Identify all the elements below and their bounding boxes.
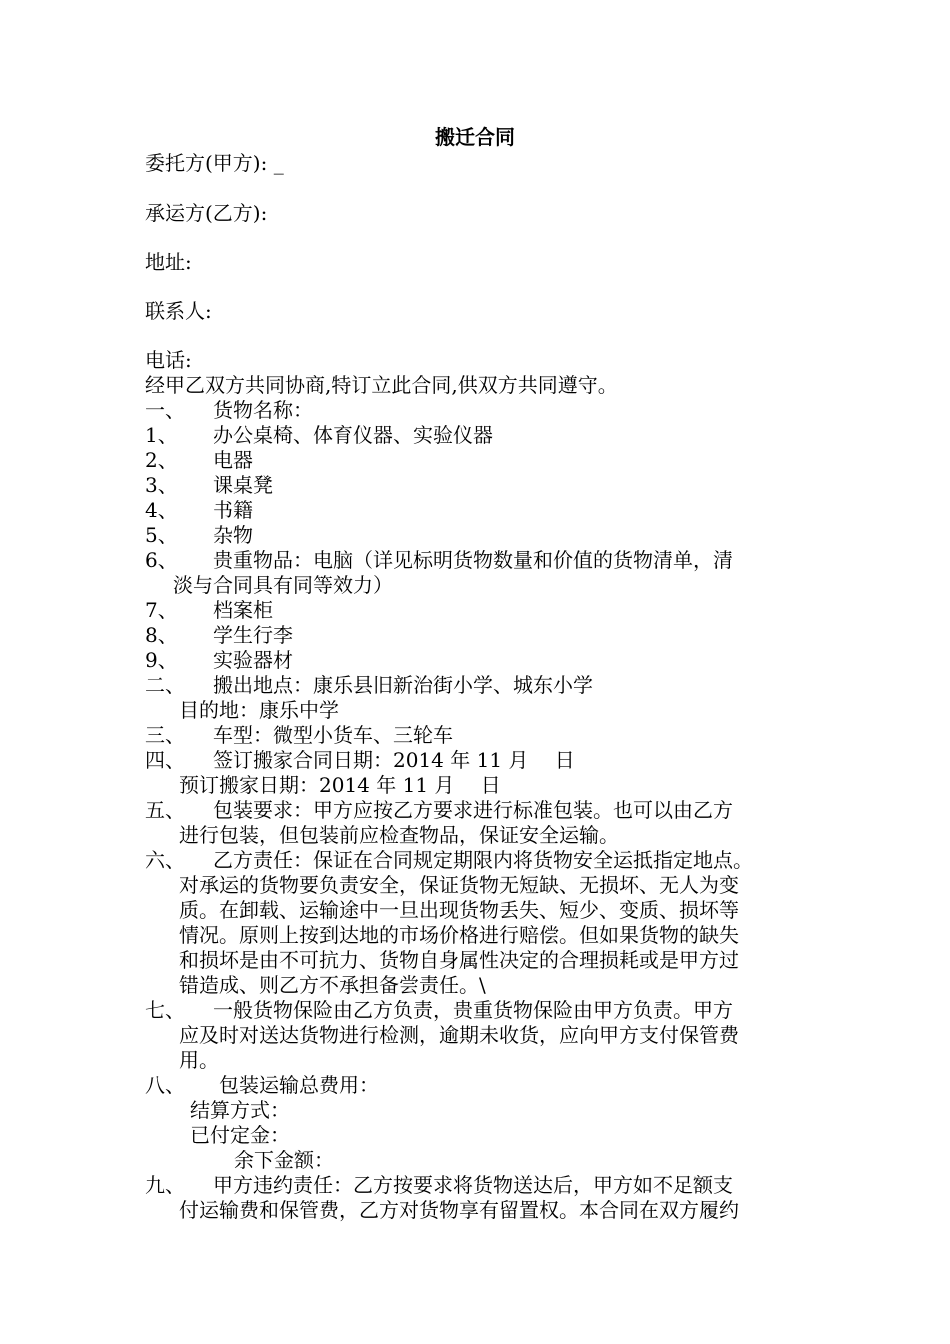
section-6-line: 错造成、则乙方不承担备尝责任。\ [179,973,486,997]
section-5-line: 进行包装，但包装前应检查物品，保证安全运输。 [179,823,619,847]
section-text: 车型：微型小货车、三轮车 [213,723,453,747]
phone-line: 电话: [145,348,192,372]
section-number: 二、 [145,673,185,697]
section-2-heading [145,673,593,697]
section-number: 九、 [145,1173,185,1197]
section-text: 一般货物保险由乙方负责，贵重货物保险由甲方负责。甲方 [213,998,733,1022]
scheduled-date-line: 预订搬家日期：2014 年 11 月 日 [179,773,501,797]
contact-line: 联系人: [145,299,212,323]
section-5-heading [145,798,733,822]
item-text: 学生行李 [213,623,293,647]
item-text: 贵重物品：电脑（详见标明货物数量和价值的货物清单，清 [213,548,733,572]
section-6-line: 对承运的货物要负责安全，保证货物无短缺、无损坏、无人为变 [179,873,739,897]
item-text: 书籍 [213,498,253,522]
carrier-party-line: 承运方(乙方): [145,201,268,225]
item-number: 1、 [145,423,178,447]
address-line: 地址: [145,250,192,274]
section-7-heading [145,998,733,1022]
goods-item [145,473,273,497]
item-text: 实验器材 [213,648,293,672]
goods-item [145,648,293,672]
section-3-heading [145,723,453,747]
client-party-line: 委托方(甲方): _ [145,151,284,175]
section-7-line: 应及时对送达货物进行检测，逾期未收货，应向甲方支付保管费 [179,1023,739,1047]
item-number: 6、 [145,548,178,572]
section-text: 搬出地点：康乐县旧新治街小学、城东小学 [213,673,593,697]
section-number: 六、 [145,848,185,872]
deposit-paid-line: 已付定金： [190,1123,290,1147]
section-number: 八、 [145,1073,185,1097]
section-number: 四、 [145,748,185,772]
section-number: 一、 [145,398,185,422]
item-text: 课桌凳 [213,473,273,497]
item-text: 档案柜 [213,598,273,622]
section-7-line: 用。 [179,1048,219,1072]
item-number: 9、 [145,648,178,672]
item-number: 5、 [145,523,178,547]
section-text: 甲方违约责任：乙方按要求将货物送达后，甲方如不足额支 [213,1173,733,1197]
goods-item [145,423,493,447]
item-number: 8、 [145,623,178,647]
section-9-heading [145,1173,733,1197]
section-8-heading [145,1073,379,1097]
section-text: 货物名称： [213,398,313,422]
item-text: 电器 [213,448,253,472]
section-text: 乙方责任：保证在合同规定期限内将货物安全运抵指定地点。 [213,848,753,872]
section-6-line: 和损坏是由不可抗力、货物自身属性决定的合理损耗或是甲方过 [179,948,739,972]
goods-item [145,548,733,572]
section-4-heading [145,748,575,772]
intro-paragraph: 经甲乙双方共同协商,特订立此合同,供双方共同遵守。 [145,373,618,397]
item-number: 3、 [145,473,178,497]
settlement-method-line: 结算方式： [190,1098,290,1122]
section-6-line: 质。在卸载、运输途中一旦出现货物丢失、短少、变质、损坏等 [179,898,739,922]
balance-amount-line: 余下金额： [234,1148,334,1172]
section-9-line: 付运输费和保管费，乙方对货物享有留置权。本合同在双方履约 [179,1198,739,1222]
item-number: 7、 [145,598,178,622]
section-text: 包装要求：甲方应按乙方要求进行标准包装。也可以由乙方 [213,798,733,822]
goods-item [145,523,253,547]
section-number: 五、 [145,798,185,822]
section-6-line: 情况。原则上按到达地的市场价格进行赔偿。但如果货物的缺失 [179,923,739,947]
section-6-heading [145,848,753,872]
item-text: 办公桌椅、体育仪器、实验仪器 [213,423,493,447]
section-text: 包装运输总费用： [219,1073,379,1097]
item-text: 杂物 [213,523,253,547]
section-number: 三、 [145,723,185,747]
goods-item [145,598,273,622]
item-number: 4、 [145,498,178,522]
goods-item-continuation: 淡与合同具有同等效力） [173,573,393,597]
goods-item [145,448,253,472]
document-title: 搬迁合同 [435,125,515,149]
section-text: 签订搬家合同日期：2014 年 11 月 日 [213,748,575,772]
destination-line: 目的地：康乐中学 [179,698,339,722]
section-number: 七、 [145,998,185,1022]
section-1-heading [145,398,313,422]
goods-item [145,498,253,522]
item-number: 2、 [145,448,178,472]
goods-item [145,623,293,647]
